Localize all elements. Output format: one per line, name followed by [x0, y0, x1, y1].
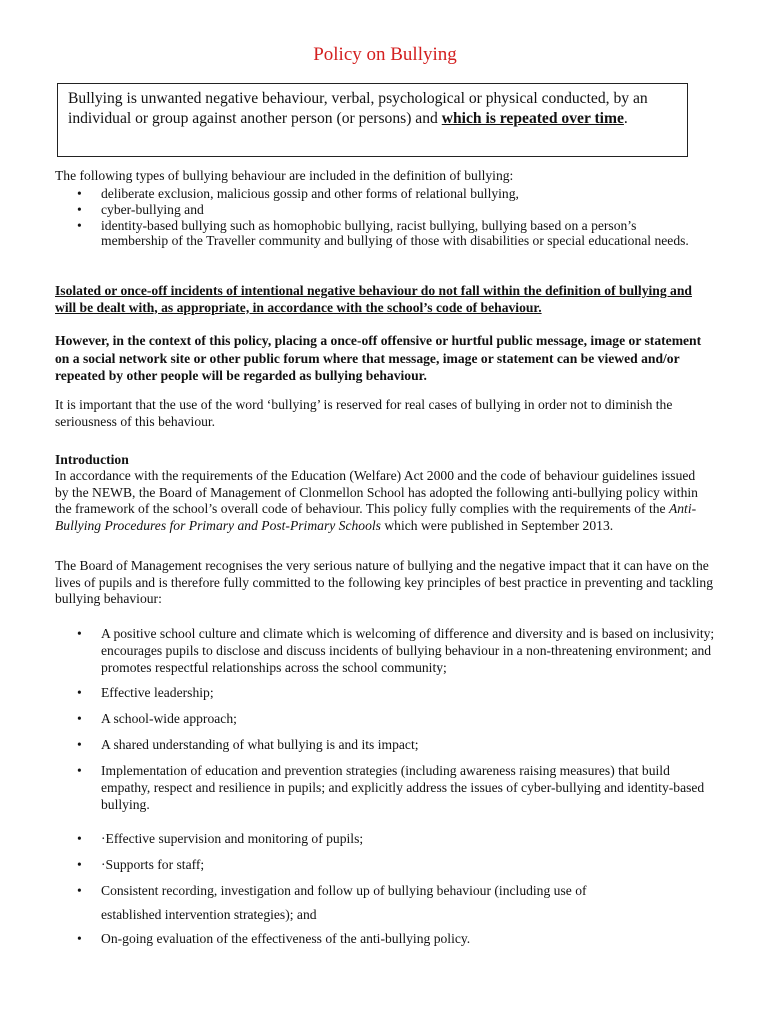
list-item: • Consistent recording, investigation and follow up of bullying behaviour (including use of [55, 882, 720, 899]
principles-intro: The Board of Management recognises the very serious nature of bullying and the negative impact that it can have on the lives of pupils and is therefore fully committed to the following key principles of best practice in preventing and tackling bullying behaviour: [55, 558, 713, 606]
intro-text-b: which were published in September 2013. [380, 517, 614, 533]
however-note: However, in the context of this policy, placing a once-off offensive or hurtful public message, image or statement on a social network site or other public forum where that message, image or statement can be viewed and/or repeated by other people will be regarded as bullying behaviour. [55, 333, 702, 383]
page-title: Policy on Bullying [313, 44, 457, 65]
definition-box [57, 83, 688, 157]
introduction-heading: Introduction [55, 452, 129, 467]
list-item: • A positive school culture and climate which is welcoming of difference and diversity and is based on inclusivity; encourages pupils to disclose and discuss incidents of bullying behaviour in a non-threatening environment; and promotes respectful relationships across the school community; [55, 625, 720, 676]
list-item: • A school-wide approach; [55, 710, 720, 727]
list-item: • deliberate exclusion, malicious gossip and other forms of relational bullying, [55, 186, 695, 202]
reserved-note: It is important that the use of the word ‘bullying’ is reserved for real cases of bullying in order not to diminish the seriousness of this behaviour. [55, 397, 673, 429]
list-item: • cyber-bullying and [55, 202, 695, 218]
principles-list [55, 625, 720, 947]
types-list [55, 186, 695, 249]
intro-text-a: In accordance with the requirements of the Education (Welfare) Act 2000 and the code of behaviour guidelines issued by the NEWB, the Board of Management of Clonmellon School has adopted the following anti-bullying policy within the framework of the school’s overall code of behaviour. This policy fully complies with the requirements of the [55, 468, 698, 516]
list-item: • A shared understanding of what bullying is and its impact; [55, 736, 720, 753]
list-item: • ·Supports for staff; [55, 856, 720, 873]
definition-text: Bullying is unwanted negative behaviour, verbal, psychological or physical conducted, by an individual or group against another person (or persons) and [68, 90, 648, 127]
types-intro: The following types of bullying behaviour are included in the definition of bullying: [55, 168, 514, 183]
isolated-note: Isolated or once-off incidents of intentional negative behaviour do not fall within the definition of bullying and will be dealt with, as appropriate, in accordance with the school’s code of behaviour. [55, 283, 692, 315]
definition-emphasis: which is repeated over time [441, 110, 624, 127]
list-item: • Implementation of education and prevention strategies (including awareness raising measures) that build empathy, respect and resilience in pupils; and explicitly address the issues of cyber-bullying and identity-based bullying. [55, 762, 720, 813]
list-item: • identity-based bullying such as homophobic bullying, racist bullying, bullying based on a person’s membership of the Traveller community and bullying of those with disabilities or special educational needs. [55, 218, 695, 250]
list-item-continuation: established intervention strategies); and [101, 907, 317, 922]
list-item: • ·Effective supervision and monitoring of pupils; [55, 830, 720, 847]
introduction-paragraph [55, 468, 710, 534]
list-item: • On-going evaluation of the effectiveness of the anti-bullying policy. [55, 930, 720, 947]
definition-end: . [623, 110, 628, 127]
list-item: • Effective leadership; [55, 684, 720, 701]
procedures-title: Anti-Bullying Procedures for Primary and Post-Primary Schools [55, 501, 697, 533]
